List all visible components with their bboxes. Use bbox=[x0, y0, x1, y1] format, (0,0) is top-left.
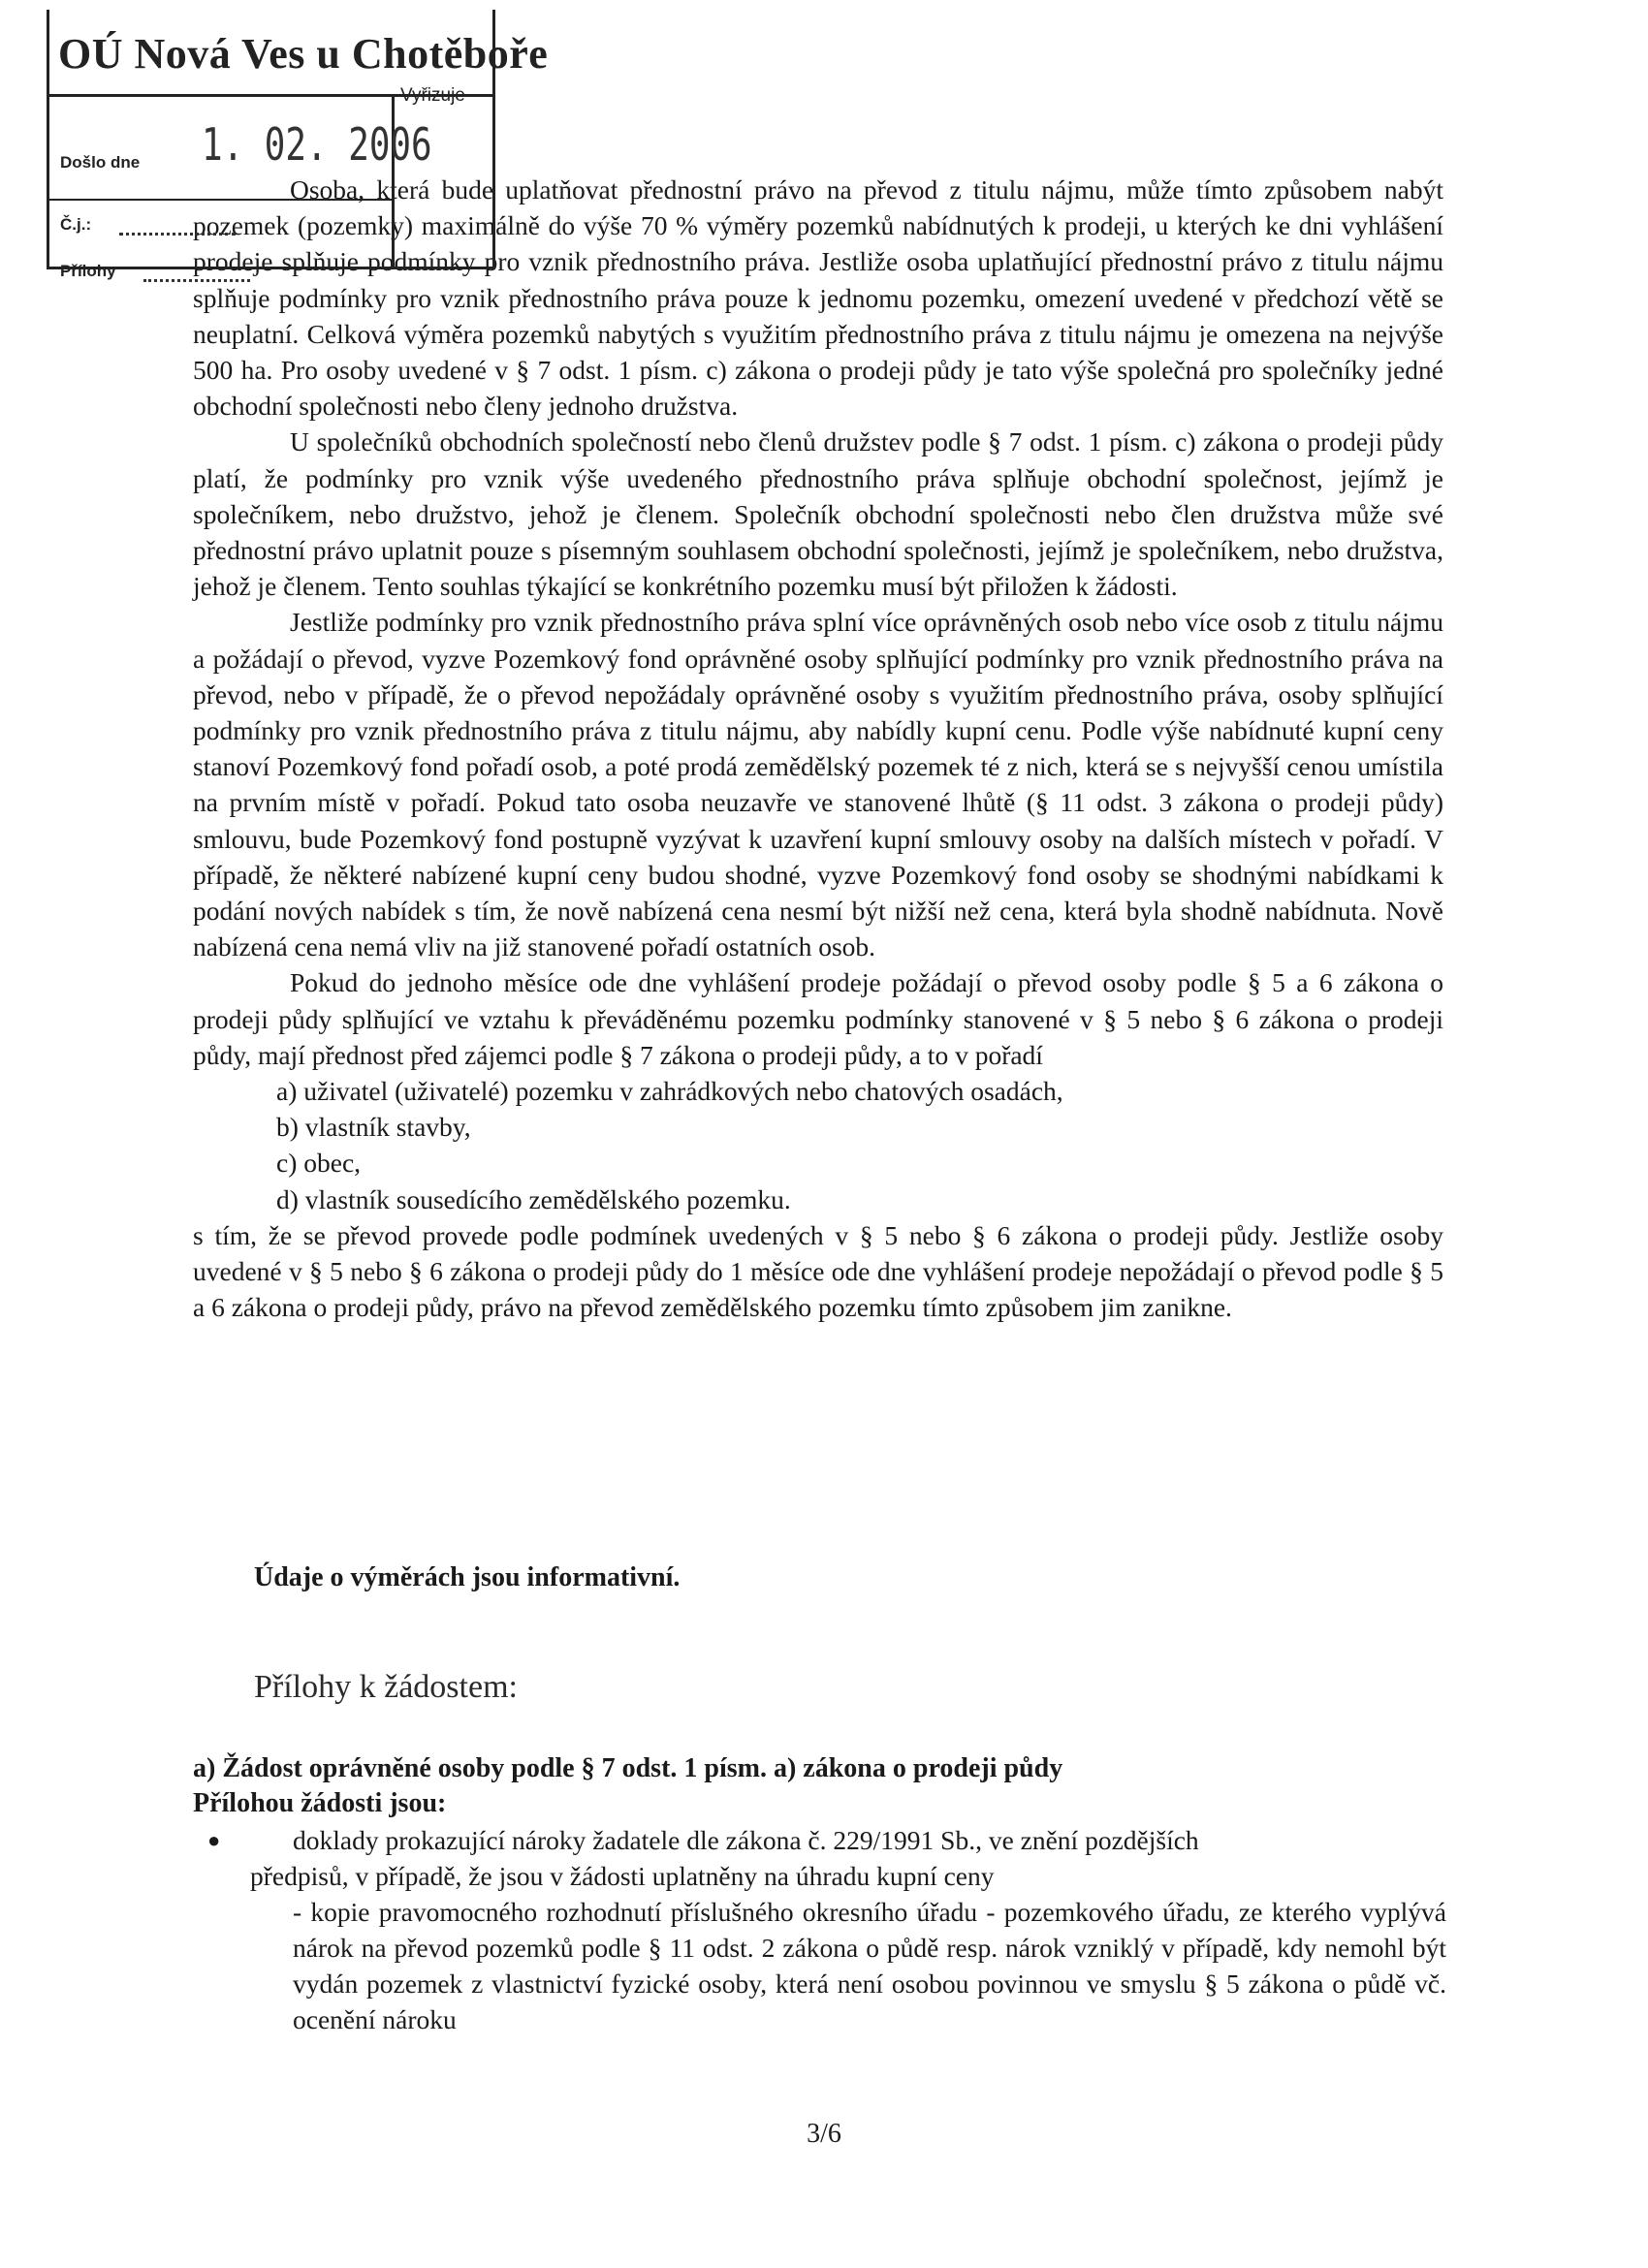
info-note: Údaje o výměrách jsou informativní. bbox=[254, 1562, 681, 1592]
list-item-d: d) vlastník sousedícího zemědělského pozemku. bbox=[276, 1183, 791, 1214]
section-a-title: a) Žádost oprávněné osoby podle § 7 odst. 1 písm. a) zákona o prodeji půdy bbox=[193, 1753, 1063, 1783]
stamp-title-box bbox=[47, 10, 549, 97]
section-a-heading bbox=[193, 1751, 1062, 1821]
registry-stamp bbox=[47, 10, 549, 280]
paragraph-2: U společníků obchodních společností nebo členů družstev podle § 7 odst. 1 písm. c) zákona o prodeji půdy platí, že podmínky pro vznik výše uvedeného přednostního práva splňuje obchodní společnost, jejímž je společníkem, nebo družstvo, jehož je členem. Společník obchodní společnosti nebo člen družstva může své přednostní právo uplatnit pouze s písemným souhlasem obchodní společnosti, jejímž je společníkem, nebo družstva, jehož je členem. Tento souhlas týkající se konkrétního pozemku musí být přiložen k žádosti. bbox=[193, 426, 1443, 602]
stamp-vyrizuje-label: Vyřizuje bbox=[400, 85, 465, 106]
stamp-office-name: OÚ Nová Ves u Chotěboře bbox=[58, 30, 549, 78]
list-item-c: c) obec, bbox=[276, 1148, 362, 1179]
stamp-divider-horizontal bbox=[47, 199, 392, 201]
bullet-line-2: předpisů, v případě, že jsou v žádosti uplatněny na úhradu kupní ceny bbox=[250, 1861, 995, 1891]
dash-item-text: - kopie pravomocného rozhodnutí příslušného okresního úřadu - pozemkového úřadu, ze kterého vyplývá nárok na převod pozemků podle § 11 odst. 2 zákona o půdě resp. nárok vzniklý v případě, kdy nemohl být vydán pozemek z vlastnictví fyzické osoby, která není osobou povinnou ve smyslu § 5 zákona o půdě vč. ocenění nároku bbox=[293, 1897, 1446, 2034]
bullet-icon: ● bbox=[207, 1828, 221, 1852]
stamp-cj-label: Č.j.: bbox=[60, 215, 92, 234]
stamp-received-date: 1. 02. 2006 bbox=[202, 118, 432, 171]
list-item-a: a) uživatel (uživatelé) pozemku v zahrádkových nebo chatových osadách, bbox=[276, 1076, 1063, 1107]
paragraph-4: Pokud do jednoho měsíce ode dne vyhlášení prodeje požádají o převod osoby podle § 5 a 6 zákona o prodeji půdy splňující ve vztahu k převáděnému pozemku podmínky stanovené v § 5 nebo § 6 zákona o prodeji půdy, mají přednost před zájemci podle § 7 zákona o prodeji půdy, a to v pořadí bbox=[193, 967, 1443, 1070]
paragraph-3: Jestliže podmínky pro vznik přednostního práva splní více oprávněných osob nebo více osob z titulu nájmu a požádají o převod, vyzve Pozemkový fond oprávněné osoby splňující podmínky pro vznik přednostního práva na převod, nebo v případě, že o převod nepožádaly oprávněné osoby s využitím přednostního práva, osoby splňující podmínky pro vznik přednostního práva z titulu nájmu, aby nabídly kupní cenu. Podle výše nabídnuté kupní ceny stanoví Pozemkový fond pořadí osob, a poté prodá zemědělský pozemek té z nich, která se s nejvyšší cenou umístila na prvním místě v pořadí. Pokud tato osoba neuzavře ve stanovené lhůtě (§ 11 odst. 3 zákona o prodeji půdy) smlouvu, bude Pozemkový fond postupně vyzývat k uzavření kupní smlouvy osoby na dalších místech v pořadí. V případě, že některé nabízené kupní ceny budou shodné, vyzve Pozemkový fond osoby se shodnými nabídkami k podání nových nabídek s tím, že nově nabízená cena nesmí být nižší než cena, která byla shodně nabídnuta. Nově nabízená cena nemá vliv na již stanovené pořadí ostatních osob. bbox=[193, 607, 1443, 962]
body-text bbox=[193, 172, 1443, 1326]
dash-item bbox=[293, 1894, 1446, 2037]
stamp-prilohy-label: Přílohy bbox=[60, 262, 116, 280]
stamp-cj-dotted-line bbox=[119, 233, 236, 236]
list-item-b: b) vlastník stavby, bbox=[276, 1112, 471, 1143]
attachments-heading: Přílohy k žádostem: bbox=[254, 1669, 518, 1705]
paragraph-1: Osoba, která bude uplatňovat přednostní právo na převod z titulu nájmu, může tímto způsobem nabýt pozemek (pozemky) maximálně do výše 70 % výměry pozemků nabídnutých k prodeji, u kterých ke dni vyhlášení prodeje splňuje podmínky pro vznik přednostního práva. Jestliže osoba uplatňující přednostní právo z titulu nájmu splňuje podmínky pro vznik přednostního práva pouze k jednomu pozemku, omezení uvedené v předchozí větě se neuplatní. Celková výměra pozemků nabytých s využitím přednostního práva z titulu nájmu je omezena na nejvýše 500 ha. Pro osoby uvedené v § 7 odst. 1 písm. c) zákona o prodeji půdy je tato výše společná pro společníky jedné obchodní společnosti nebo členy jednoho družstva. bbox=[193, 174, 1443, 422]
closing-paragraph: s tím, že se převod provede podle podmínek uvedených v § 5 nebo § 6 zákona o prodeji půdy. Jestliže osoby uvedené v § 5 nebo § 6 zákona o prodeji půdy do 1 měsíce ode dne vyhlášení prodeje nepožádají o převod podle § 5 a 6 zákona o prodeji půdy, právo na převod zemědělského pozemku tímto způsobem jim zanikne. bbox=[193, 1219, 1443, 1323]
section-a-subtitle: Přílohou žádosti jsou: bbox=[193, 1788, 447, 1818]
page-number: 3/6 bbox=[807, 2119, 841, 2149]
bullet-line-1: doklady prokazující nároky žadatele dle zákona č. 229/1991 Sb., ve znění pozdějších bbox=[293, 1825, 1199, 1855]
stamp-doslo-label: Došlo dne bbox=[60, 153, 141, 172]
stamp-prilohy-dotted-line bbox=[143, 279, 250, 282]
